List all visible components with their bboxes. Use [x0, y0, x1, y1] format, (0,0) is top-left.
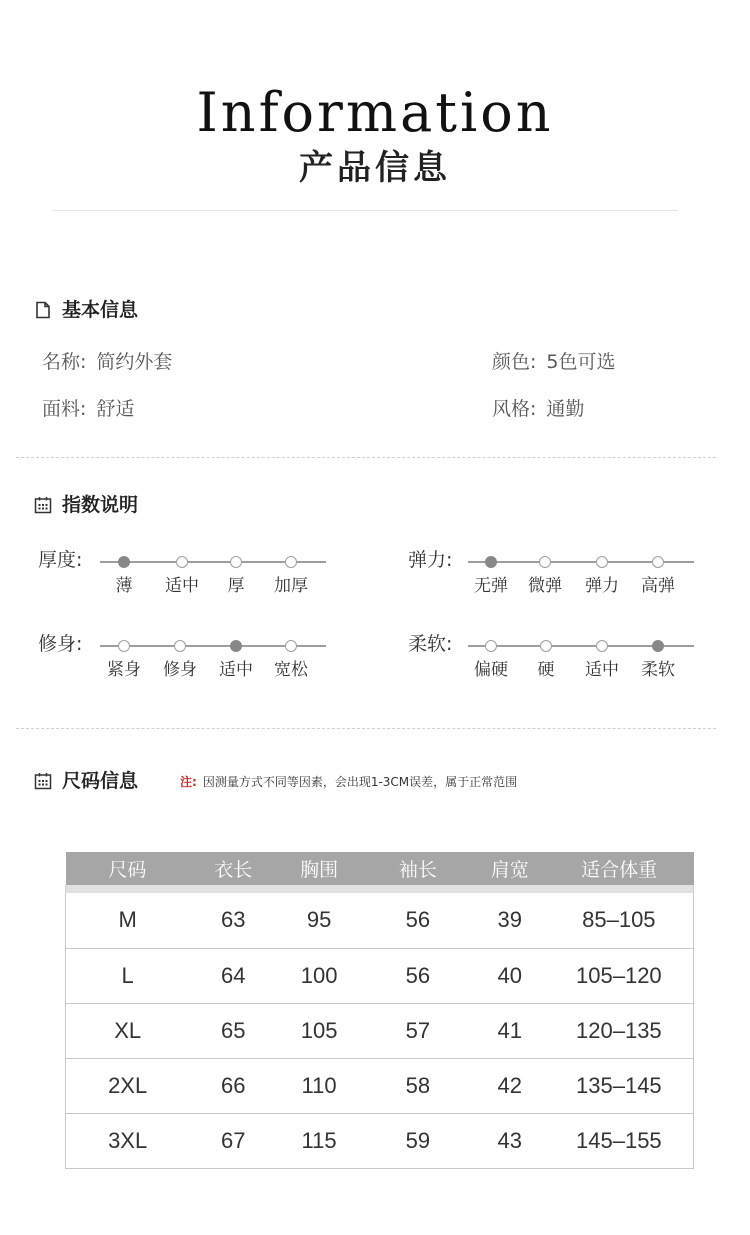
scale-tick-label: 柔软: [641, 660, 675, 680]
table-cell: 58: [361, 1058, 475, 1113]
table-cell: 115: [277, 1113, 361, 1168]
field-name-key: 名称:: [42, 351, 87, 373]
header-spacer: [66, 885, 694, 893]
table-cell: 40: [475, 948, 545, 1003]
scale-marker: [174, 640, 186, 652]
table-cell: 39: [475, 893, 545, 948]
field-style-key: 风格:: [492, 398, 537, 420]
field-name-value: 简约外套: [96, 351, 173, 373]
index-title: 指数说明: [62, 494, 139, 516]
size-table: [65, 852, 694, 1169]
field-color-value: 5色可选: [546, 351, 616, 373]
header-cell: 适合体重: [545, 852, 694, 885]
table-cell: 85–105: [545, 893, 694, 948]
scale-tick-label: 宽松: [274, 660, 308, 680]
scale-tick-label: 紧身: [107, 660, 141, 680]
table-cell: 63: [189, 893, 277, 948]
section-divider: [16, 457, 716, 458]
scale-marker: [596, 640, 608, 652]
basic-info-header: [34, 298, 138, 322]
document-icon: [34, 301, 52, 319]
table-cell: 59: [361, 1113, 475, 1168]
table-cell: 42: [475, 1058, 545, 1113]
note-text: 因测量方式不同等因素，会出现1-3CM误差，属于正常范围: [202, 775, 518, 789]
table-cell: 135–145: [545, 1058, 694, 1113]
header-cell: 衣长: [189, 852, 277, 885]
field-style-value: 通勤: [546, 398, 585, 420]
table-cell: 65: [189, 1003, 277, 1058]
table-cell: 95: [277, 893, 361, 948]
field-fabric: [42, 396, 134, 422]
scale-marker-selected: [485, 556, 497, 568]
scale-tick-label: 无弹: [474, 576, 508, 596]
basic-info-title: 基本信息: [62, 299, 139, 321]
table-cell: 110: [277, 1058, 361, 1113]
table-cell: L: [66, 948, 190, 1003]
scale-marker: [596, 556, 608, 568]
table-cell: 100: [277, 948, 361, 1003]
header-cell: 尺码: [66, 852, 190, 885]
scale-tick-label: 适中: [585, 660, 619, 680]
size-title: 尺码信息: [62, 770, 139, 792]
scale-label: 修身:: [38, 633, 83, 655]
scale-tick-label: 弹力: [585, 576, 619, 596]
table-cell: 43: [475, 1113, 545, 1168]
note-tag: 注:: [180, 775, 197, 789]
table-row: [66, 1113, 694, 1168]
scale-marker: [285, 640, 297, 652]
scale-tick-label: 厚: [227, 576, 245, 596]
calendar-icon: [34, 496, 52, 514]
scale-label: 厚度:: [38, 549, 83, 571]
scale-marker: [540, 640, 552, 652]
table-cell: 145–155: [545, 1113, 694, 1168]
scale-label: 弹力:: [408, 549, 453, 571]
scale-tick-label: 修身: [163, 660, 197, 680]
header-cell: 胸围: [277, 852, 361, 885]
table-row: [66, 1058, 694, 1113]
table-row: [66, 1003, 694, 1058]
measurement-note: [180, 773, 517, 791]
table-cell: 64: [189, 948, 277, 1003]
table-row: [66, 948, 694, 1003]
size-table-header-row: [66, 852, 694, 885]
scale-marker-selected: [652, 640, 664, 652]
header-cell: 肩宽: [475, 852, 545, 885]
table-row: [66, 893, 694, 948]
scale-tick-label: 适中: [219, 660, 253, 680]
table-cell: 41: [475, 1003, 545, 1058]
table-cell: XL: [66, 1003, 190, 1058]
size-header: [34, 769, 138, 793]
scale-marker: [230, 556, 242, 568]
scale-marker: [285, 556, 297, 568]
header-cell: 袖长: [361, 852, 475, 885]
table-cell: 66: [189, 1058, 277, 1113]
field-name: [42, 349, 172, 375]
scale-tick-label: 高弹: [641, 576, 675, 596]
scale-marker: [539, 556, 551, 568]
scale-marker: [652, 556, 664, 568]
table-cell: 105–120: [545, 948, 694, 1003]
field-fabric-value: 舒适: [96, 398, 135, 420]
index-header: [34, 493, 138, 517]
table-cell: 2XL: [66, 1058, 190, 1113]
field-color: [492, 349, 616, 375]
scale-tick-label: 加厚: [274, 576, 308, 596]
scale-marker-selected: [118, 556, 130, 568]
calendar-icon: [34, 772, 52, 790]
table-cell: M: [66, 893, 190, 948]
scale-marker: [485, 640, 497, 652]
title-divider: [52, 210, 678, 211]
scale-label: 柔软:: [408, 633, 453, 655]
table-cell: 120–135: [545, 1003, 694, 1058]
page-title-cn: 产品信息: [299, 148, 451, 188]
scale-marker: [118, 640, 130, 652]
table-cell: 57: [361, 1003, 475, 1058]
scale-tick-label: 偏硬: [474, 660, 508, 680]
scale-marker: [176, 556, 188, 568]
field-style: [492, 396, 584, 422]
scale-tick-label: 硬: [537, 660, 555, 680]
scale-tick-label: 薄: [115, 576, 133, 596]
scale-tick-label: 适中: [165, 576, 199, 596]
page-title-en: Information: [196, 81, 554, 144]
table-cell: 56: [361, 948, 475, 1003]
table-cell: 56: [361, 893, 475, 948]
field-fabric-key: 面料:: [42, 398, 87, 420]
table-cell: 105: [277, 1003, 361, 1058]
table-cell: 3XL: [66, 1113, 190, 1168]
field-color-key: 颜色:: [492, 351, 537, 373]
section-divider: [16, 728, 716, 729]
table-cell: 67: [189, 1113, 277, 1168]
scale-marker-selected: [230, 640, 242, 652]
scale-tick-label: 微弹: [528, 576, 562, 596]
